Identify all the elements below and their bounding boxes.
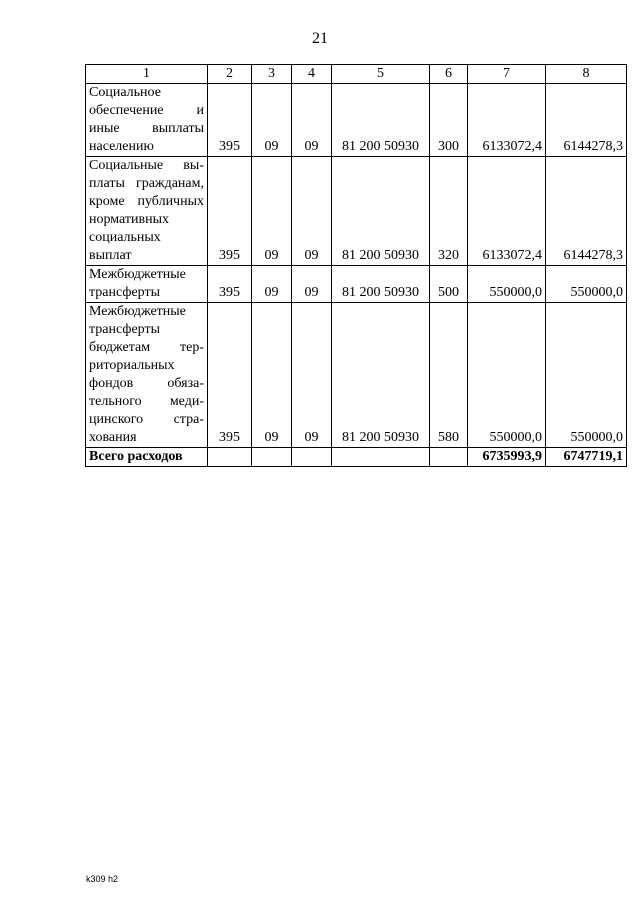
total-cell: 6735993,9 [468,448,546,467]
header-cell: 4 [292,65,332,84]
row-cell: 81 200 50930 [332,157,430,266]
table-row [86,157,627,266]
row-cell: 395 [208,84,252,157]
total-cell [208,448,252,467]
row-cell: 6133072,4 [468,157,546,266]
row-cell: 300 [430,84,468,157]
total-cell [332,448,430,467]
row-cell: 550000,0 [468,266,546,303]
row-cell: 09 [252,266,292,303]
row-cell: 500 [430,266,468,303]
row-cell: 6144278,3 [546,157,627,266]
total-cell [292,448,332,467]
budget-table [85,64,627,467]
header-cell: 8 [546,65,627,84]
row-cell: 320 [430,157,468,266]
header-cell: 2 [208,65,252,84]
row-cell: 6133072,4 [468,84,546,157]
table-row [86,266,627,303]
header-cell: 6 [430,65,468,84]
total-row [86,448,627,467]
row-cell: 395 [208,157,252,266]
row-cell: 81 200 50930 [332,266,430,303]
total-cell: 6747719,1 [546,448,627,467]
total-cell [252,448,292,467]
row-cell: 580 [430,303,468,448]
row-cell: 6144278,3 [546,84,627,157]
row-cell: 550000,0 [546,266,627,303]
row-cell: 81 200 50930 [332,84,430,157]
row-description: Социальное обеспечение и иные выплаты населению [86,84,208,157]
row-cell: 550000,0 [546,303,627,448]
row-cell: 09 [252,157,292,266]
header-cell: 3 [252,65,292,84]
row-cell: 395 [208,266,252,303]
row-cell: 550000,0 [468,303,546,448]
row-cell: 09 [292,157,332,266]
header-row [86,65,627,84]
row-description: Межбюджетные трансферты [86,266,208,303]
page-number: 21 [312,30,328,47]
row-cell: 09 [252,84,292,157]
row-cell: 09 [292,84,332,157]
row-cell: 09 [252,303,292,448]
header-cell: 7 [468,65,546,84]
table-row [86,84,627,157]
footer-code: k309 h2 [86,874,119,884]
header-cell: 5 [332,65,430,84]
row-cell: 09 [292,303,332,448]
row-cell: 09 [292,266,332,303]
row-cell: 81 200 50930 [332,303,430,448]
total-label: Всего расходов [86,448,208,467]
header-cell: 1 [86,65,208,84]
table-row [86,303,627,448]
row-description: Социальные выплаты гражданам, кроме публичных нормативных социальных выплат [86,157,208,266]
row-description: Межбюджетные трансферты бюджетам территориальных фондов обязательного медицинского страхования [86,303,208,448]
row-cell: 395 [208,303,252,448]
total-cell [430,448,468,467]
